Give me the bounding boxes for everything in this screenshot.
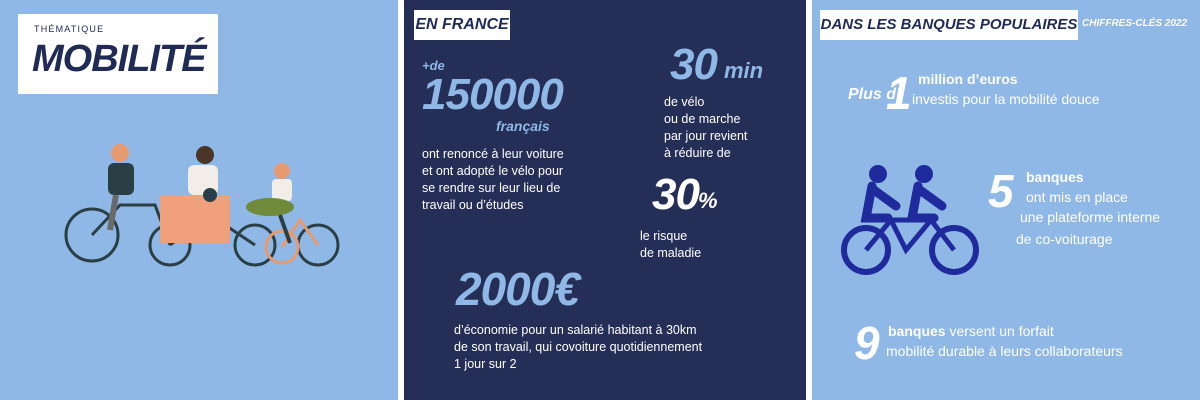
stat-30min-value: 30 <box>670 40 717 89</box>
stat-9-line2: mobilité durable à leurs collaborateurs <box>886 343 1123 359</box>
right-panel <box>812 0 1200 400</box>
theme-box <box>18 14 218 94</box>
stat-5-value: 5 <box>988 165 1014 217</box>
theme-title: MOBILITÉ <box>32 38 206 80</box>
tandem-bicycle-icon <box>836 160 986 280</box>
stat-9-value: 9 <box>854 317 880 369</box>
stat-150000-unit: français <box>496 118 550 134</box>
france-tag: EN FRANCE <box>414 10 510 40</box>
stat-30min-unit: min <box>724 58 764 83</box>
theme-label: THÉMATIQUE <box>34 24 105 34</box>
stat-1m-prefix: Plus d’ <box>848 86 901 103</box>
stat-1m-line1: million d’euros <box>918 71 1018 87</box>
stat-150000-value: 150000 <box>422 70 563 119</box>
chiffres-cles-label: CHIFFRES-CLÉS 2022 <box>1082 18 1188 29</box>
stat-5-line1: banques <box>1026 169 1084 185</box>
stat-9-line1: banques versent un forfait <box>888 323 1054 339</box>
stat-1m-line2: investis pour la mobilité douce <box>912 91 1100 107</box>
stat-2000-value: 2000€ <box>456 263 579 315</box>
cargo-bike-family-illustration <box>60 135 350 275</box>
stat-1m-value: 1 <box>886 67 912 119</box>
stat-30pct-unit: % <box>698 188 718 213</box>
stat-30pct-text: le risque de maladie <box>640 229 702 260</box>
stat-30pct-value: 30 <box>652 170 699 219</box>
stat-30min-text: de vélo ou de marche par jour revient à réduire de <box>664 95 748 160</box>
banques-tag: DANS LES BANQUES POPULAIRES <box>820 10 1078 40</box>
middle-panel <box>404 0 806 400</box>
stat-150000-prefix: +de <box>422 58 445 73</box>
stat-5-line3: une plateforme interne <box>1020 209 1161 225</box>
stat-5-line2: ont mis en place <box>1026 189 1128 205</box>
stat-150000-text: ont renoncé à leur voiture et ont adopté le vélo pour se rendre sur leur lieu de travail ou d’études <box>422 147 564 212</box>
stat-5-line4: de co-voiturage <box>1016 231 1113 247</box>
left-panel <box>0 0 398 400</box>
stat-2000-text: d’économie pour un salarié habitant à 30km de son travail, qui covoiture quotidiennement 1 jour sur 2 <box>454 323 703 371</box>
